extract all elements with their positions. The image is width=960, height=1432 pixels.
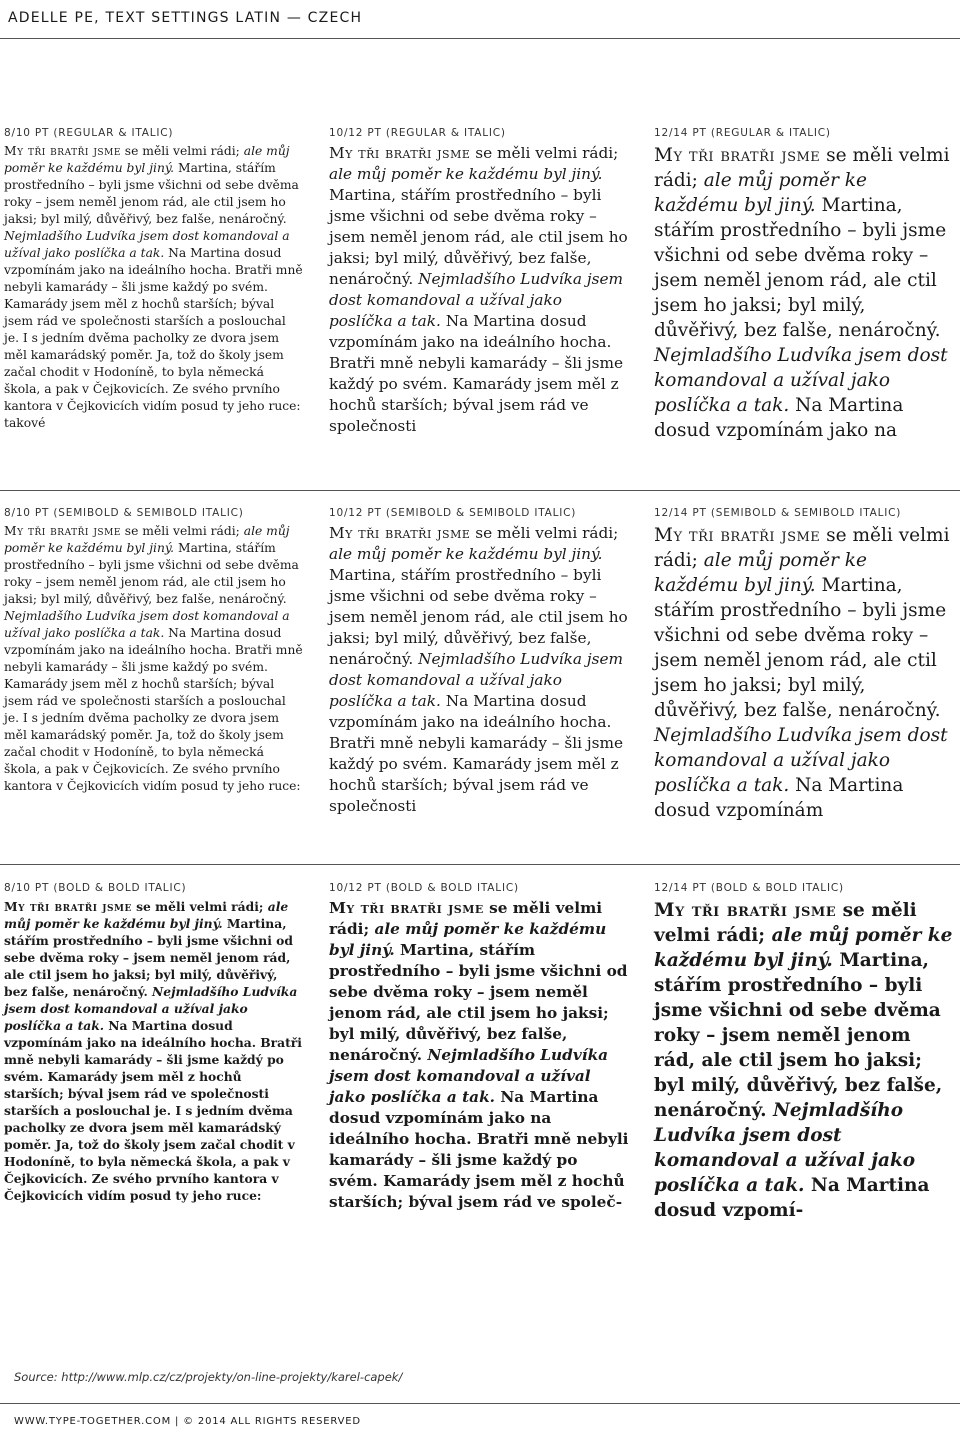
specimen-label: 8/10 PT (REGULAR & ITALIC): [4, 127, 174, 139]
specimen-paragraph: My tři bratři jsme se měli velmi rádi; ale můj poměr ke každému byl jiný. Martina, stářím prostředního – byli jsme všichni od sebe dvěma roky – jsem neměl jenom rád, ale ctil jsem ho jaksi; byl milý, důvěřivý, bez falše, nenáročný. Nejmladšího Ludvíka jsem dost komandoval a užíval jako poslíčka a tak. Na Martina dosud vzpomínám jako na ideálního hocha. Bratři mně nebyli kamarády – šli jsme každý po svém. Kamarády jsem měl z hochů starších; býval jsem rád ve společnosti: [329, 144, 628, 435]
specimen-paragraph: My tři bratři jsme se měli velmi rádi; ale můj poměr ke každému byl jiný. Martina, stářím prostředního – byli jsme všichni od sebe dvěma roky – jsem neměl jenom rád, ale ctil jsem ho jaksi; byl milý, důvěřivý, bez falše, nenáročný. Nejmladšího Ludvíka jsem dost komandoval a užíval jako poslíčka a tak. Na Martina dosud vzpomínám jako na: [654, 145, 950, 441]
specimen-8-10-bold: [4, 882, 304, 1204]
specimen-label: 12/14 PT (BOLD & BOLD ITALIC): [654, 882, 844, 894]
header-rule: [0, 38, 960, 39]
specimen-label: 10/12 PT (SEMIBOLD & SEMIBOLD ITALIC): [329, 507, 577, 519]
specimen-10-12-regular: [329, 127, 629, 437]
specimen-10-12-bold: [329, 882, 629, 1213]
footer-rule: [0, 1403, 960, 1404]
specimen-label: 8/10 PT (BOLD & BOLD ITALIC): [4, 882, 187, 894]
specimen-10-12-semibold: [329, 507, 629, 817]
specimen-12-14-bold: [654, 882, 954, 1223]
specimen-label: 10/12 PT (REGULAR & ITALIC): [329, 127, 506, 139]
specimen-paragraph: My tři bratři jsme se měli velmi rádi; ale můj poměr ke každému byl jiný. Martina, stářím prostředního – byli jsme všichni od sebe dvěma roky – jsem neměl jenom rád, ale ctil jsem ho jaksi; byl milý, důvěřivý, bez falše, nenáročný. Nejmladšího Ludvíka jsem dost komandoval a užíval jako poslíčka a tak. Na Martina dosud vzpomínám jako na ideálního hocha. Bratři mně nebyli kamarády – šli jsme každý po svém. Kamarády jsem měl z hochů starších; býval jsem rád ve společ-: [329, 899, 629, 1211]
specimen-8-10-semibold: [4, 507, 304, 795]
specimen-label: 8/10 PT (SEMIBOLD & SEMIBOLD ITALIC): [4, 507, 244, 519]
specimen-paragraph: My tři bratři jsme se měli velmi rádi; ale můj poměr ke každému byl jiný. Martina, stářím prostředního – byli jsme všichni od sebe dvěma roky – jsem neměl jenom rád, ale ctil jsem ho jaksi; byl milý, důvěřivý, bez falše, nenáročný. Nejmladšího Ludvíka jsem dost komandoval a užíval jako poslíčka a tak. Na Martina dosud vzpomínám: [654, 525, 950, 821]
source-citation: Source: http://www.mlp.cz/cz/projekty/on-line-projekty/karel-capek/: [14, 1370, 403, 1384]
specimen-paragraph: My tři bratři jsme se měli velmi rádi; ale můj poměr ke každému byl jiný. Martina, stářím prostředního – byli jsme všichni od sebe dvěma roky – jsem neměl jenom rád, ale ctil jsem ho jaksi; byl milý, důvěřivý, bez falše, nenáročný. Nejmladšího Ludvíka jsem dost komandoval a užíval jako poslíčka a tak. Na Martina dosud vzpomínám jako na ideálního hocha. Bratři mně nebyli kamarády – šli jsme každý po svém. Kamarády jsem měl z hochů starších; býval jsem rád ve společnosti: [329, 524, 628, 815]
specimen-paragraph: My tři bratři jsme se měli velmi rádi; ale můj poměr ke každému byl jiný. Martina, stářím prostředního – byli jsme všichni od sebe dvěma roky – jsem neměl jenom rád, ale ctil jsem ho jaksi; byl milý, důvěřivý, bez falše, nenáročný. Nejmladšího Ludvíka jsem dost komandoval a užíval jako poslíčka a tak. Na Martina dosud vzpomínám jako na ideálního hocha. Bratři mně nebyli kamarády – šli jsme každý po svém. Kamarády jsem měl z hochů starších; býval jsem rád ve společnosti starších a poslouchal je. I s jedním dvěma pacholky ze dvora jsem měl kamarádský poměr. Ja, tož do školy jsem začal chodit v Hodoníně, to byla německá škola, a pak v Čejkovicích. Ze svého prvního kantora v Čejkovicích vidím posud ty jeho ruce: takové: [4, 144, 303, 430]
specimen-label: 12/14 PT (SEMIBOLD & SEMIBOLD ITALIC): [654, 507, 902, 519]
page-title: ADELLE PE, TEXT SETTINGS LATIN — CZECH: [8, 10, 363, 26]
specimen-paragraph: My tři bratři jsme se měli velmi rádi; ale můj poměr ke každému byl jiný. Martina, stářím prostředního – byli jsme všichni od sebe dvěma roky – jsem neměl jenom rád, ale ctil jsem ho jaksi; byl milý, důvěřivý, bez falše, nenáročný. Nejmladšího Ludvíka jsem dost komandoval a užíval jako poslíčka a tak. Na Martina dosud vzpomínám jako na ideálního hocha. Bratři mně nebyli kamarády – šli jsme každý po svém. Kamarády jsem měl z hochů starších; býval jsem rád ve společnosti starších a poslouchal je. I s jedním dvěma pacholky ze dvora jsem měl kamarádský poměr. Ja, tož do školy jsem začal chodit v Hodoníně, to byla německá škola, a pak v Čejkovicích. Ze svého prvního kantora v Čejkovicích vidím posud ty jeho ruce:: [4, 899, 302, 1203]
section-rule: [0, 490, 960, 491]
specimen-paragraph: My tři bratři jsme se měli velmi rádi; ale můj poměr ke každému byl jiný. Martina, stářím prostředního – byli jsme všichni od sebe dvěma roky – jsem neměl jenom rád, ale ctil jsem ho jaksi; byl milý, důvěřivý, bez falše, nenáročný. Nejmladšího Ludvíka jsem dost komandoval a užíval jako poslíčka a tak. Na Martina dosud vzpomí-: [654, 900, 953, 1221]
specimen-label: 10/12 PT (BOLD & BOLD ITALIC): [329, 882, 519, 894]
footer-copyright: WWW.TYPE-TOGETHER.COM | © 2014 ALL RIGHTS RESERVED: [14, 1416, 361, 1427]
specimen-12-14-regular: [654, 127, 954, 443]
specimen-paragraph: My tři bratři jsme se měli velmi rádi; ale můj poměr ke každému byl jiný. Martina, stářím prostředního – byli jsme všichni od sebe dvěma roky – jsem neměl jenom rád, ale ctil jsem ho jaksi; byl milý, důvěřivý, bez falše, nenáročný. Nejmladšího Ludvíka jsem dost komandoval a užíval jako poslíčka a tak. Na Martina dosud vzpomínám jako na ideálního hocha. Bratři mně nebyli kamarády – šli jsme každý po svém. Kamarády jsem měl z hochů starších; býval jsem rád ve společnosti starších a poslouchal je. I s jedním dvěma pacholky ze dvora jsem měl kamarádský poměr. Ja, tož do školy jsem začal chodit v Hodoníně, to byla německá škola, a pak v Čejkovicích. Ze svého prvního kantora v Čejkovicích vidím posud ty jeho ruce:: [4, 524, 303, 793]
section-rule: [0, 864, 960, 865]
specimen-8-10-regular: [4, 127, 304, 432]
specimen-12-14-semibold: [654, 507, 954, 823]
specimen-label: 12/14 PT (REGULAR & ITALIC): [654, 127, 831, 139]
